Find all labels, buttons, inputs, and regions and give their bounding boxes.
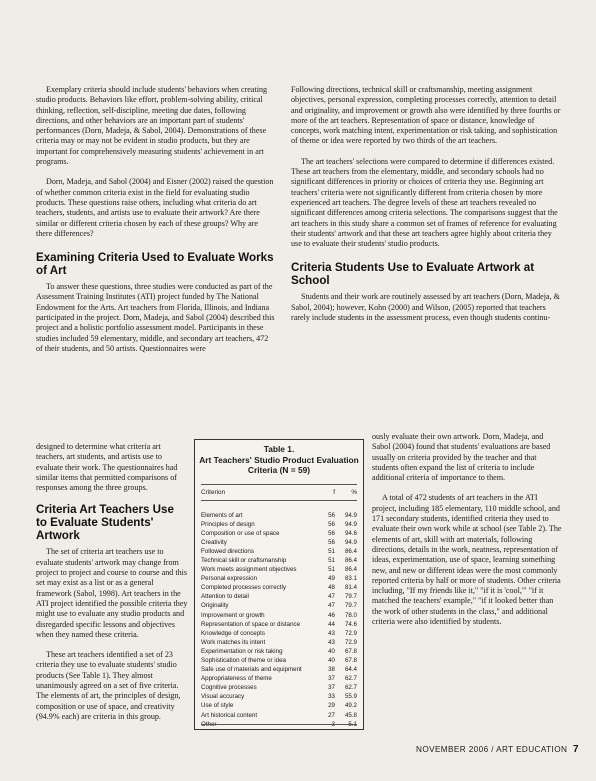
table-row [201, 538, 357, 547]
table-caption-line-2: Criteria (N = 59) [247, 465, 311, 475]
percent-cell: 81.4 [344, 584, 357, 592]
criterion-cell: Work meets assignment objectives [201, 566, 297, 574]
percent-cell: 86.4 [344, 556, 357, 564]
table-bottom-rule [201, 724, 357, 725]
percent-cell: 5.1 [348, 720, 357, 728]
table-row [201, 638, 357, 647]
header-percent: % [351, 488, 357, 496]
table-row [201, 692, 357, 701]
frequency-cell: 47 [328, 593, 335, 601]
section-heading: Criteria Art Teachers Use to Evaluate Students' Artwork [36, 503, 174, 543]
percent-cell: 79.7 [344, 602, 357, 610]
frequency-cell: 56 [328, 529, 335, 537]
percent-cell: 72.9 [344, 629, 357, 637]
percent-cell: 64.4 [344, 666, 357, 674]
table-title [195, 444, 363, 476]
percent-cell: 62.7 [344, 675, 357, 683]
criterion-cell: Completed processes correctly [201, 584, 286, 592]
paragraph: The set of criteria art teachers use to evaluate students' artwork may change from project to project and course to course and this set may exist as a list or as a general framework (Sabol, 1998). Art teachers in the ATI project identified the possible criteria they might use to evaluate any studio products and disregarded specific lessons and objectives when they named these criteria. [36, 547, 188, 639]
frequency-cell: 56 [328, 520, 335, 528]
issue-label: NOVEMBER 2006 / ART EDUCATION [416, 745, 568, 754]
section-heading: Criteria Students Use to Evaluate Artwork at School [291, 261, 535, 288]
criterion-cell: Composition or use of space [201, 529, 280, 537]
table-row [201, 611, 357, 620]
paragraph: To answer these questions, three studies were conducted as part of the Assessment Training Institutes (ATI) project funded by The National Endowment for the Arts. Art teachers from Florida, Illinois, and Indiana participated in the project. Dorn, Madeja, and Sabol (2004) described this project and a holistic portfolio assessment model. Participants in these studies included 59 elementary, middle, and secondary art teachers, 472 of their students, and 50 artists. Questionnaires were [36, 282, 275, 353]
criterion-cell: Followed directions [201, 547, 254, 555]
criterion-cell: Use of style [201, 702, 234, 710]
frequency-cell: 27 [328, 711, 335, 719]
criterion-cell: Appropriateness of theme [201, 675, 272, 683]
frequency-cell: 3 [331, 720, 335, 728]
frequency-cell: 47 [328, 602, 335, 610]
table-1 [194, 439, 364, 730]
section-heading: Examining Criteria Used to Evaluate Works of Art [36, 251, 274, 278]
percent-cell: 62.7 [344, 684, 357, 692]
criterion-cell: Creativity [201, 538, 227, 546]
criterion-cell: Personal expression [201, 575, 258, 583]
frequency-cell: 40 [328, 647, 335, 655]
frequency-cell: 48 [328, 584, 335, 592]
left-column-narrow [36, 442, 188, 722]
table-row [201, 701, 357, 710]
percent-cell: 94.9 [344, 511, 357, 519]
right-column [291, 85, 563, 323]
frequency-cell: 51 [328, 547, 335, 555]
percent-cell: 94.6 [344, 529, 357, 537]
percent-cell: 86.4 [344, 547, 357, 555]
paragraph: ously evaluate their own artwork. Dorn, Madeja, and Sabol (2004) found that students' evaluations are based usually on criteria provided by the teacher and that students often expand the list of criteria to include additional criteria of importance to them. [372, 432, 551, 483]
criterion-cell: Cognitive processes [201, 684, 257, 692]
paragraph: A total of 472 students of art teachers in the ATI project, including 185 elementary, 110 middle school, and 171 secondary students, identified criteria they used to evaluate their own work while at school (see Table 2). The elements of art, skill with art materials, following directions, details in the work, neatness, representation of ideas, experimentation, use of space, learning something new, and new or different ideas were the most commonly reported criteria by half or more of students. Other criteria including, "If my friends like it," "if it is 'cool,'" "if it matched the teachers' example," "if it looked better than the work of other students in the class," and additional criteria were also identified by students. [372, 493, 562, 627]
percent-cell: 55.9 [344, 693, 357, 701]
frequency-cell: 46 [328, 611, 335, 619]
criterion-cell: Elements of art [201, 511, 243, 519]
table-row [201, 529, 357, 538]
paragraph: designed to determine what criteria art teachers, art students, and artists use to evaluate their work. The questionnaires had similar items that permitted comparisons of responses among the three groups. [36, 442, 178, 493]
frequency-cell: 40 [328, 657, 335, 664]
table-row [201, 629, 357, 638]
criterion-cell: Visual accuracy [201, 693, 245, 701]
percent-cell: 72.9 [344, 638, 357, 646]
table-caption-line-1: Art Teachers' Studio Product Evaluation [199, 454, 359, 465]
left-column [36, 85, 276, 354]
criterion-cell: Art historical content [201, 711, 258, 719]
frequency-cell: 44 [328, 620, 335, 628]
header-criterion: Criterion [201, 488, 226, 496]
table-row [201, 511, 357, 520]
criterion-cell: Originality [201, 602, 229, 610]
criterion-cell: Attention to detail [201, 593, 249, 601]
criterion-cell: Sophistication of theme or idea [201, 657, 286, 664]
table-header-row [201, 484, 357, 501]
table-row [201, 574, 357, 583]
table-row [201, 583, 357, 592]
frequency-cell: 43 [328, 629, 335, 637]
criterion-cell: Safe use of materials and equipment [201, 666, 302, 674]
table-row [201, 565, 357, 574]
table-number: Table 1. [263, 444, 295, 454]
frequency-cell: 33 [328, 693, 335, 701]
percent-cell: 78.0 [344, 611, 357, 619]
percent-cell: 67.8 [344, 657, 357, 664]
frequency-cell: 49 [328, 575, 335, 583]
frequency-cell: 51 [328, 556, 335, 564]
frequency-cell: 29 [328, 702, 335, 710]
percent-cell: 45.8 [344, 711, 357, 719]
criterion-cell: Technical skill or craftsmanship [201, 556, 287, 564]
frequency-cell: 43 [328, 638, 335, 646]
frequency-cell: 51 [328, 566, 335, 574]
criterion-cell: Improvement or growth [201, 611, 265, 619]
table-row [201, 601, 357, 610]
paragraph: These art teachers identified a set of 23 criteria they use to evaluate students' studio products (See Table 1). They almost unanimously agreed on a set of five criteria. The elements of art, the principles of design, composition or use of space, and creativity (94.9% each) are criteria in this group. [36, 650, 181, 721]
percent-cell: 67.8 [344, 647, 357, 655]
frequency-cell: 37 [328, 684, 335, 692]
table-row [201, 556, 357, 565]
paragraph: Students and their work are routinely assessed by art teachers (Dorn, Madeja, & Sabol, 2004); however, Kohn (2000) and Wilson, (2005) reported that teachers rarely include students in the assessment process, even though students continu- [291, 292, 560, 323]
table-row [201, 592, 357, 601]
percent-cell: 74.6 [344, 620, 357, 628]
percent-cell: 94.9 [344, 538, 357, 546]
table-row [201, 711, 357, 720]
page-number: 7 [572, 744, 579, 755]
right-column-narrow [372, 432, 562, 627]
page-footer [416, 744, 579, 755]
criterion-cell: Work matches its intent [201, 638, 266, 646]
table-row [201, 665, 357, 674]
criterion-cell: Experimentation or risk taking [201, 647, 283, 655]
table-row [201, 620, 357, 629]
criterion-cell: Principles of design [201, 520, 255, 528]
paragraph: Exemplary criteria should include students' behaviors when creating studio products. Behaviors like effort, problem-solving ability, critical thinking, reflection, self-discipline, meeting due dates, following directions, and other behaviors are an important part of students' performances (Dorn, Madeja, & Sabol, 2004). Demonstrations of these criteria may or may not be evident in studio products, but they are important for comprehensively measuring students' achievement in art programs. [36, 85, 268, 167]
percent-cell: 79.7 [344, 593, 357, 601]
table-row [201, 656, 357, 665]
criterion-cell: Other [201, 720, 217, 728]
percent-cell: 83.1 [344, 575, 357, 583]
criterion-cell: Representation of space or distance [201, 620, 301, 628]
table-row [201, 683, 357, 692]
table-row [201, 647, 357, 656]
frequency-cell: 56 [328, 511, 335, 519]
percent-cell: 49.2 [344, 702, 357, 710]
paragraph: The art teachers' selections were compared to determine if differences existed. These art teachers from the elementary, middle, and secondary schools had no significant differences in priority or choices of criteria they use. Beginning art teachers' criteria were not significantly different from criteria chosen by more experienced art teachers. The degree levels of these art teachers revealed no significant differences among criteria selections. The comparisons suggest that the art teachers in this study share a common set of frames of reference for evaluating their students' artwork and that these art teachers agree highly about criteria they use to evaluate their students' studio products. [291, 156, 558, 249]
criterion-cell: Knowledge of concepts [201, 629, 265, 637]
table-row [201, 520, 357, 529]
percent-cell: 86.4 [344, 566, 357, 574]
frequency-cell: 37 [328, 675, 335, 683]
header-f: f [333, 488, 335, 496]
table-row [201, 674, 357, 683]
table-row [201, 547, 357, 556]
frequency-cell: 38 [328, 666, 335, 674]
paragraph: Dorn, Madeja, and Sabol (2004) and Eisner (2002) raised the question of whether common criteria exist in the field for evaluating studio products. These questions raise others, including what criteria do art teachers, students, and artists use to evaluate their artwork? Are there similar or different criteria chosen by each of these groups? Why are there differences? [36, 177, 274, 238]
table-body [201, 511, 357, 729]
frequency-cell: 56 [328, 538, 335, 546]
percent-cell: 94.9 [344, 520, 357, 528]
paragraph: Following directions, technical skill or craftsmanship, meeting assignment objectives, personal expression, completing processes correctly, attention to detail and originality, and improvement or growth also were identified by three fourths or more of the art teachers. Representation of space or distance, knowledge of concepts, work matching intent, experimentation or risk taking, and sophistication of theme or idea were reported by two thirds of the art teachers. [291, 85, 561, 146]
